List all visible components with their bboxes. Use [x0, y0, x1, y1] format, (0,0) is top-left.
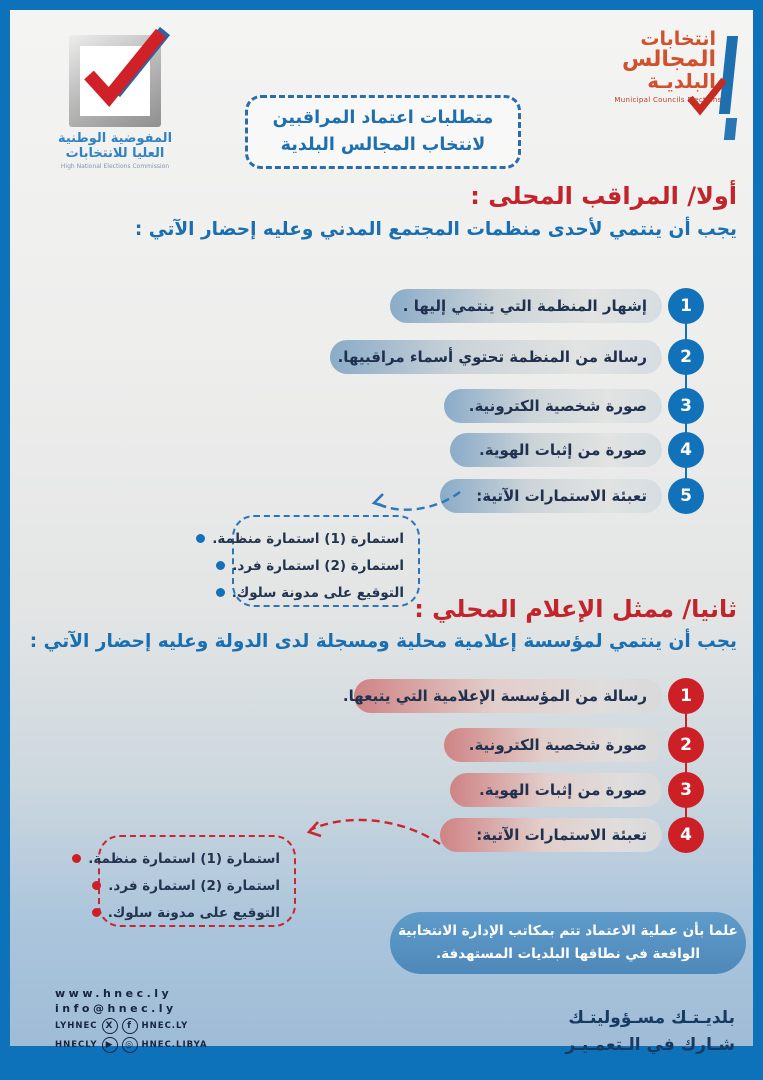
list-item — [440, 478, 704, 514]
email-address: info@hnec.ly — [55, 1002, 177, 1015]
ballot-slot-icon-2 — [724, 118, 737, 140]
step-number-badge: 3 — [668, 388, 704, 424]
list-item — [342, 678, 704, 714]
step-number-badge: 4 — [668, 432, 704, 468]
bullet-dot-icon — [92, 908, 101, 917]
section2-heading: ثانيا/ ممثل الإعلام المحلي : — [414, 595, 737, 623]
slogan — [565, 1005, 735, 1059]
item-text: صورة شخصية الكترونية. — [468, 397, 647, 415]
contact-block — [55, 986, 208, 1054]
section2-connector-line — [685, 696, 687, 835]
list-item — [440, 817, 704, 853]
list-item — [450, 772, 704, 808]
note-line2: الواقعة في نطاقها البلديات المستهدفة. — [436, 946, 700, 962]
form-item: التوقيع على مدونة سلوك. — [231, 584, 404, 601]
step-number-badge: 3 — [668, 772, 704, 808]
list-item — [450, 432, 704, 468]
step-number-badge: 4 — [668, 817, 704, 853]
elections-word1: انتخابات — [640, 28, 716, 50]
section1-heading: أولا/ المراقب المحلى : — [470, 182, 737, 210]
item-text: تعبئة الاستمارات الآتية: — [476, 826, 647, 844]
slogan-line1: بلديـتـك مسـؤوليتـك — [568, 1008, 735, 1028]
youtube-handle: HNECLY — [55, 1040, 98, 1050]
x-handle: LYHNEC — [55, 1021, 98, 1031]
step-number-badge: 1 — [668, 288, 704, 324]
step-number-badge: 5 — [668, 478, 704, 514]
facebook-handle: HNEC.LY — [141, 1021, 189, 1031]
item-text: صورة من إثبات الهوية. — [479, 781, 647, 799]
dashed-arrow-icon — [350, 480, 465, 522]
ballot-box-icon — [69, 35, 161, 127]
item-text: صورة من إثبات الهوية. — [479, 441, 647, 459]
title-line2: لانتخاب المجالس البلدية — [280, 135, 486, 155]
instagram-icon: ◎ — [122, 1037, 138, 1053]
item-text: إشهار المنظمة التي ينتمي إليها . — [402, 297, 647, 315]
forms-callout — [212, 515, 420, 607]
title-line1: متطلبات اعتماد المراقبين — [272, 107, 494, 128]
item-text: صورة شخصية الكترونية. — [468, 736, 647, 754]
slogan-line2: شـارك في الـتعمـيـر — [565, 1035, 735, 1055]
instagram-handle: HNEC.LIBYA — [141, 1040, 208, 1050]
list-item — [444, 388, 704, 424]
dashed-arrow-icon — [280, 810, 445, 855]
bullet-dot-icon — [216, 588, 225, 597]
section2-subtitle: يجب أن ينتمي لمؤسسة إعلامية محلية ومسجلة لدى الدولة وعليه إحضار الآتي : — [29, 631, 737, 652]
list-item — [390, 288, 704, 324]
facebook-icon: f — [122, 1018, 138, 1034]
hnec-name-line1: المفوضية الوطنية — [57, 131, 173, 146]
poster-body — [10, 10, 753, 1055]
step-number-badge: 1 — [668, 678, 704, 714]
elections-caption-en: Municipal Councils Elections — [614, 96, 722, 104]
bullet-dot-icon — [72, 854, 81, 863]
item-text: رسالة من المؤسسة الإعلامية التي يتبعها. — [342, 687, 647, 705]
section1-subtitle: يجب أن ينتمي لأحدى منظمات المجتمع المدني وعليه إحضار الآتي : — [134, 219, 737, 240]
bullet-dot-icon — [196, 534, 205, 543]
municipal-elections-logo — [598, 30, 738, 104]
step-number-badge: 2 — [668, 339, 704, 375]
social-row-2 — [55, 1036, 208, 1054]
bullet-dot-icon — [216, 561, 225, 570]
item-text: رسالة من المنظمة تحتوي أسماء مراقبيها. — [337, 348, 647, 366]
list-item — [444, 727, 704, 763]
elections-word2: المجالس — [621, 47, 716, 72]
hnec-name-en: High National Elections Commission — [60, 162, 170, 170]
accreditation-note — [390, 912, 746, 974]
note-line1: علما بأن عملية الاعتماد تتم بمكاتب الإدارة الانتخابية — [398, 923, 738, 940]
item-text: تعبئة الاستمارات الآتية: — [476, 487, 647, 505]
youtube-icon: ▶ — [102, 1037, 118, 1053]
form-item: التوقيع على مدونة سلوك. — [107, 904, 280, 921]
form-item: استمارة (2) استمارة فرد. — [108, 877, 280, 894]
social-row-1 — [55, 1017, 208, 1035]
hnec-name-line2: العليا للانتخابات — [65, 145, 165, 161]
step-number-badge: 2 — [668, 727, 704, 763]
website-url: www.hnec.ly — [55, 987, 173, 1000]
form-item: استمارة (1) استمارة منظمة. — [212, 530, 404, 547]
x-twitter-icon: X — [102, 1018, 118, 1034]
form-item: استمارة (2) استمارة فرد. — [232, 557, 404, 574]
red-checkmark-icon — [65, 21, 177, 125]
poster-title — [245, 95, 521, 169]
form-item: استمارة (1) استمارة منظمة. — [88, 850, 280, 867]
forms-callout — [88, 835, 296, 927]
bullet-dot-icon — [92, 881, 101, 890]
hnec-logo — [55, 35, 175, 170]
elections-word3: البلديـة — [647, 69, 716, 93]
list-item — [330, 339, 704, 375]
